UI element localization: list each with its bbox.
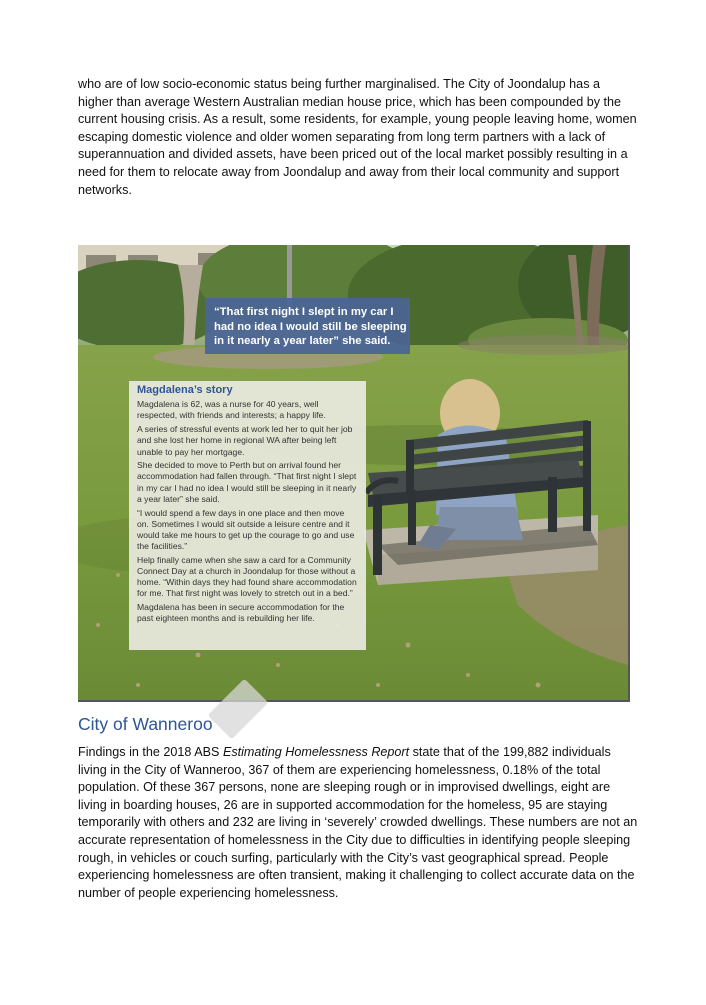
story-paragraph: Magdalena has been in secure accommodation for the past eighteen months and is rebuilding her life. xyxy=(137,602,345,624)
story-panel xyxy=(129,381,366,650)
findings-text-rest: state that of the 199,882 individuals living in the City of Wanneroo, 367 of them are experiencing homelessness, 0.18% of the total population. Of these 367 persons, none are sleeping rough or in improvised dwellings, eight are living in boarding houses, 26 are in supported accommodation for the homeless, 95 are staying temporarily with others and 232 are living in ‘severely’ crowded dwellings. These numbers are not an accurate representation of homelessness in the City due to difficulties in identifying people sleeping rough, in vehicles or couch surfing, particularly with the City’s vast geographical spread. People experiencing homelessness are often transient, making it challenging to collect accurate data on the number of people experiencing homelessness. xyxy=(78,745,638,900)
story-title: Magdalena’s story xyxy=(137,384,233,396)
story-paragraph: Help finally came when she saw a card for a Community Connect Day at a church in Joondalup for those without a home. “Within days they had found share accommodation for me. That first night was lovely to stretch out in a bed.” xyxy=(137,554,357,599)
quote-line: had no idea I would still be sleeping xyxy=(214,320,407,333)
intro-paragraph: who are of low socio-economic status being further marginalised. The City of Joondalup has a higher than average Western Australian median house price, which has been compounded by the current housing crisis. As a result, some residents, for example, young people leaving home, women escaping domestic violence and older women separating from long term partners with a lack of superannuation and divided assets, have been priced out of the local market possibly resulting in a need for them to relocate away from Joondalup and away from their local community and support networks. xyxy=(78,77,637,197)
report-title: Estimating Homelessness Report xyxy=(222,745,410,759)
findings-paragraph xyxy=(78,744,638,902)
section-heading: City of Wanneroo xyxy=(78,714,213,734)
quote-callout xyxy=(205,298,410,354)
quote-line: “That first night I slept in my car I xyxy=(214,306,394,318)
story-paragraph: “I would spend a few days in one place and then move on. Sometimes I would sit outside a leisure centre and it would take me hours to get up the courage to go and use the facilities.” xyxy=(137,507,355,552)
park-bench-photo xyxy=(78,245,630,702)
story-paragraph: Magdalena is 62, was a nurse for 40 years, well respected, with friends and interests; a happy life. xyxy=(137,399,326,421)
findings-text-start: Findings in the 2018 ABS xyxy=(78,745,223,759)
story-paragraph: A series of stressful events at work led her to quit her job and she lost her home in regional WA after being left unable to pay her mortgage. xyxy=(137,424,353,457)
story-paragraph: She decided to move to Perth but on arrival found her accommodation had fallen through. “That first night I slept in my car I had no idea I would still be sleeping in it nearly a year later” she said. xyxy=(137,460,357,504)
quote-line: in it nearly a year later” she said. xyxy=(214,335,391,347)
